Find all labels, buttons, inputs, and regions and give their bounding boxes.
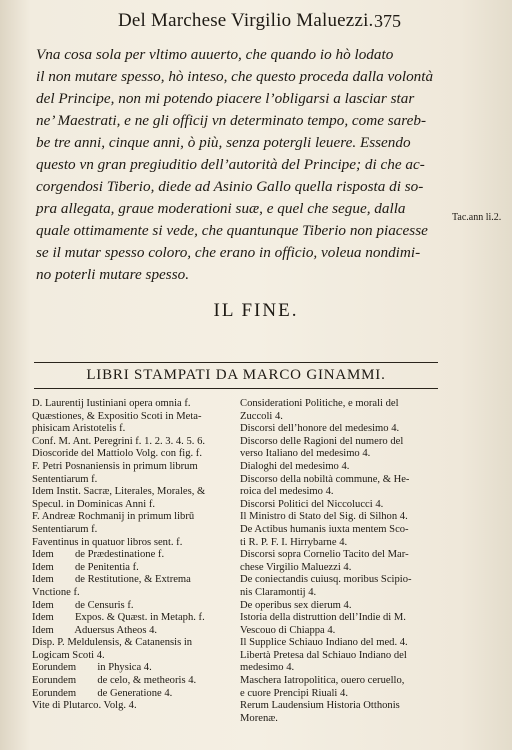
book-list-entry: Idem de Censuris f. bbox=[32, 599, 134, 611]
body-line: del Principe, non mi potendo piacere l’obligarsi a lasciar star bbox=[36, 90, 415, 107]
book-list-entry: Rerum Laudensium Historia Otthonis bbox=[240, 700, 400, 712]
book-list-entry: Vite di Plutarco. Volg. 4. bbox=[32, 700, 137, 712]
body-line: be tre anni, cinque anni, ò più, senza potergli leuere. Essendo bbox=[36, 134, 411, 151]
book-list-entry: Sententiarum f. bbox=[32, 473, 98, 485]
book-list-entry: Vescouo di Chiappa 4. bbox=[240, 624, 336, 636]
book-list-entry: Il Ministro di Stato del Sig. di Silhon 4. bbox=[240, 511, 408, 523]
book-list-entry: Idem de Restitutione, & Extrema bbox=[32, 574, 191, 586]
header-title: Del Marchese Virgilio Maluezzi. bbox=[118, 10, 374, 31]
book-list-entry: Eorundem in Physica 4. bbox=[32, 662, 152, 674]
book-list-entry: Considerationi Politiche, e morali del bbox=[240, 398, 399, 409]
book-list-entry: Sententiarum f. bbox=[32, 523, 98, 535]
book-list-entry: Zuccoli 4. bbox=[240, 410, 283, 422]
body-line: no poterli mutare spesso. bbox=[36, 266, 189, 283]
body-line: questo vn gran pregiuditio dell’autorità del Principe; di che ac- bbox=[36, 156, 425, 173]
book-list-entry: Idem Aduersus Atheos 4. bbox=[32, 624, 158, 636]
body-line: pra allegata, graue moderationi suæ, e quel che segue, dalla bbox=[36, 200, 406, 217]
book-list-entry: Eorundem de celo, & metheoris 4. bbox=[32, 675, 197, 687]
book-list-entry: F. Petri Posnaniensis in primum librum bbox=[32, 460, 198, 472]
body-line: corgendosi Tiberio, diede ad Asinio Gallo quella risposta di so- bbox=[36, 178, 424, 195]
book-list-entry: Maschera Iatropolitica, ouero ceruello, bbox=[240, 675, 405, 687]
book-list-title: LIBRI STAMPATI DA MARCO GINAMMI. bbox=[86, 367, 386, 383]
book-list-entry: Discorsi dell’honore del medesimo 4. bbox=[240, 423, 400, 435]
book-list-entry: medesimo 4. bbox=[240, 662, 295, 674]
book-list-entry: Dialoghi del medesimo 4. bbox=[240, 460, 350, 472]
book-list-entry: Il Supplice Schiauo Indiano del med. 4. bbox=[240, 637, 408, 649]
book-list-entry: D. Laurentij Iustiniani opera omnia f. bbox=[32, 398, 191, 409]
book-list-entry: Faventinus in quatuor libros sent. f. bbox=[32, 536, 183, 548]
book-list-entry: Vnctione f. bbox=[32, 586, 80, 598]
margin-note: Tac.ann li.2. bbox=[452, 212, 502, 223]
book-list-entry: F. Andreæ Rochmanij in primum librū bbox=[32, 511, 195, 523]
book-list-entry: Conf. M. Ant. Peregrini f. 1. 2. 3. 4. 5. 6. bbox=[32, 435, 206, 447]
book-list-entry: Morenæ. bbox=[240, 712, 278, 724]
book-list-entry: De operibus sex dierum 4. bbox=[240, 599, 352, 611]
fine-heading: IL FINE. bbox=[213, 300, 299, 321]
body-line: Vna cosa sola per vltimo auuerto, che quando io hò lodato bbox=[36, 46, 394, 63]
book-list-entry: Logicam Scoti 4. bbox=[32, 649, 105, 661]
book-list-entry: Discorsi sopra Cornelio Tacito del Mar- bbox=[240, 549, 409, 561]
book-list-entry: Discorso della nobiltà commune, & He- bbox=[240, 473, 410, 485]
book-list-entry: Specul. in Dominicas Anni f. bbox=[32, 498, 155, 510]
book-list-entry: Discorso delle Ragioni del numero del bbox=[240, 435, 404, 447]
book-list-entry: Istoria della distruttion dell’Indie di M. bbox=[240, 612, 406, 624]
book-list-entry: phisicam Aristotelis f. bbox=[32, 423, 126, 435]
book-list-entry: Eorundem de Generatione 4. bbox=[32, 687, 173, 699]
page-number: 375 bbox=[374, 11, 401, 31]
book-list-entry: Idem de Prædestinatione f. bbox=[32, 549, 165, 561]
book-list-entry: Libertà Pretesa dal Schiauo Indiano del bbox=[240, 649, 407, 661]
body-line: quale ottimamente si vede, che quantunque Tiberio non piacesse bbox=[36, 222, 428, 239]
book-list-entry: De coniectandis cuiusq. moribus Scipio- bbox=[240, 574, 412, 586]
book-list-entry: e cuore Prencipi Riuali 4. bbox=[240, 687, 348, 699]
rule-bottom bbox=[34, 388, 438, 389]
book-list-entry: nis Claramontij 4. bbox=[240, 586, 317, 598]
body-paragraph bbox=[36, 44, 436, 286]
book-list-entry: chese Virgilio Maluezzi 4. bbox=[240, 561, 352, 573]
book-list-entry: Dioscoride del Mattiolo Volg. con fig. f. bbox=[32, 448, 202, 460]
rule-top bbox=[34, 362, 438, 363]
body-line: se il mutar spesso coloro, che erano in officio, voleua nondimi- bbox=[36, 244, 421, 261]
body-line: ne’ Maestrati, e ne gli officij vn determinato tempo, come sareb- bbox=[36, 112, 427, 129]
book-list-entry: Discorsi Politici del Niccolucci 4. bbox=[240, 498, 384, 510]
book-list-entry: Idem Expos. & Quæst. in Metaph. f. bbox=[32, 612, 205, 624]
book-list-entry: Idem Instit. Sacræ, Literales, Morales, & bbox=[32, 486, 206, 498]
running-header bbox=[0, 10, 512, 34]
body-line: il non mutare spesso, hò inteso, che questo proceda dalla volontà bbox=[36, 68, 434, 85]
book-list-right-column bbox=[240, 398, 445, 725]
book-list-entry: verso Italiano del medesimo 4. bbox=[240, 448, 371, 460]
book-list-left-column bbox=[32, 398, 232, 713]
book-list-entry: Disp. P. Meldulensis, & Catanensis in bbox=[32, 637, 193, 649]
book-list-entry: De Actibus humanis iuxta mentem Sco- bbox=[240, 523, 409, 535]
book-list-entry: Idem de Penitentia f. bbox=[32, 561, 139, 573]
book-list-entry: ti R. P. F. I. Hirrybarne 4. bbox=[240, 536, 348, 548]
book-list-entry: Quæstiones, & Expositio Scoti in Meta- bbox=[32, 410, 202, 422]
book-list-entry: roica del medesimo 4. bbox=[240, 486, 334, 498]
